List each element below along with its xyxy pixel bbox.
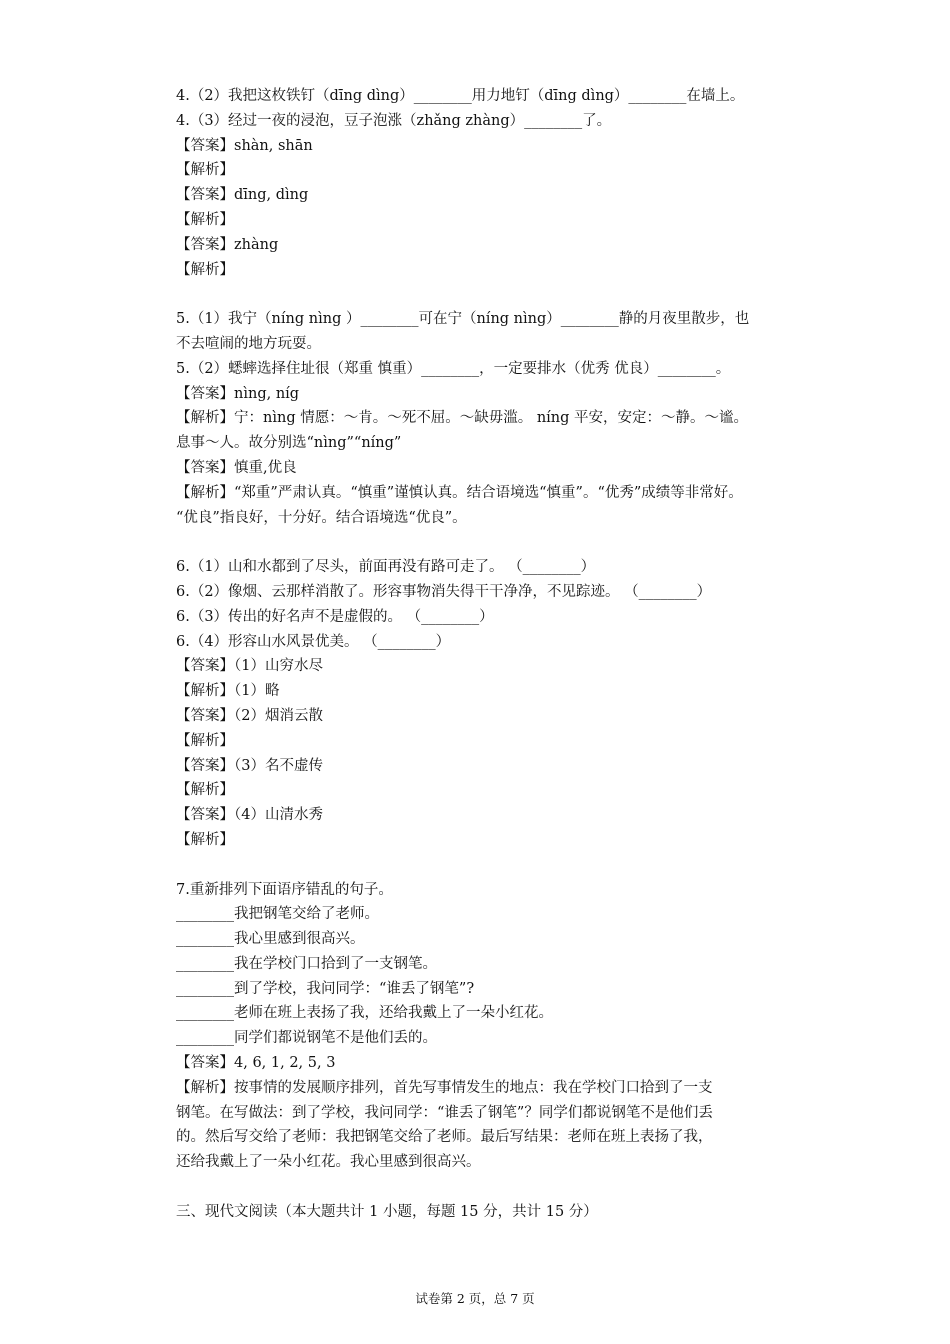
text-line: 【答案】zhàng xyxy=(176,236,279,253)
text-line: 7.重新排列下面语序错乱的句子。 xyxy=(176,881,393,898)
text-line: 【解析】 xyxy=(176,831,234,848)
blank-line xyxy=(176,282,836,307)
text-line: 【解析】 xyxy=(176,162,234,179)
blank-line xyxy=(176,1175,836,1200)
text-line: 【解析】宁：nìng 情愿：～肯。～死不屈。～缺毋滥。 níng 平安，安定：～静。～谧。 xyxy=(176,410,749,427)
text-line: 6.（3）传出的好名声不是虚假的。 （________） xyxy=(176,608,494,625)
text-line: 三、现代文阅读（本大题共计 1 小题，每题 15 分，共计 15 分） xyxy=(176,1203,598,1220)
text-line: 5.（1）我宁（níng nìng ）________可在宁（níng nìng）________静的月夜里散步，也 xyxy=(176,311,750,328)
text-line: 【答案】（3）名不虚传 xyxy=(176,757,323,774)
blank-line xyxy=(176,853,836,878)
text-line: 息事～人。故分别选“nìng”“níng” xyxy=(176,435,402,452)
text-line: 4.（3）经过一夜的浸泡，豆子泡涨（zhǎng zhàng）________了。 xyxy=(176,112,612,129)
text-line: 【解析】 xyxy=(176,732,234,749)
text-line: 【答案】（4）山清水秀 xyxy=(176,807,323,824)
text-line: “优良”指良好，十分好。结合语境选“优良”。 xyxy=(176,509,467,526)
text-line: ________我把钢笔交给了老师。 xyxy=(176,906,379,923)
text-line: 【解析】 xyxy=(176,261,234,278)
text-line: ________到了学校，我问同学：“谁丢了钢笔”? xyxy=(176,980,475,997)
text-line: 不去喧闹的地方玩耍。 xyxy=(176,335,321,352)
text-line: 【答案】4, 6, 1, 2, 5, 3 xyxy=(176,1055,336,1072)
text-line: 6.（1）山和水都到了尽头，前面再没有路可走了。 （________） xyxy=(176,559,596,576)
text-line: 【答案】（2）烟消云散 xyxy=(176,707,323,724)
text-line: 【解析】（1）略 xyxy=(176,683,280,700)
document-body xyxy=(176,84,836,1225)
text-line: ________同学们都说钢笔不是他们丢的。 xyxy=(176,1030,437,1047)
text-line: 【答案】nìng, níg xyxy=(176,385,300,402)
text-line: 的。然后写交给了老师：我把钢笔交给了老师。最后写结果：老师在班上表扬了我， xyxy=(176,1129,713,1146)
text-line: ________老师在班上表扬了我，还给我戴上了一朵小红花。 xyxy=(176,1005,553,1022)
text-line: 【解析】 xyxy=(176,782,234,799)
text-line: 钢笔。在写做法：到了学校，我问同学：“谁丢了钢笔”？同学们都说钢笔不是他们丢 xyxy=(176,1104,713,1121)
text-line: 【解析】“郑重”严肃认真。“慎重”谨慎认真。结合语境选“慎重”。“优秀”成绩等非常好。 xyxy=(176,484,743,501)
page-footer: 试卷第 2 页，总 7 页 xyxy=(415,1291,535,1306)
blank-line xyxy=(176,530,836,555)
text-line: 6.（2）像烟、云那样消散了。形容事物消失得干干净净，不见踪迹。 （________） xyxy=(176,583,712,600)
text-line: ________我心里感到很高兴。 xyxy=(176,931,365,948)
text-line: 【答案】dīng, dìng xyxy=(176,187,309,204)
text-line: 5.（2）蟋蟀选择住址很（郑重 慎重）________，一定要排水（优秀 优良）________。 xyxy=(176,360,731,377)
text-line: 还给我戴上了一朵小红花。我心里感到很高兴。 xyxy=(176,1154,481,1171)
text-line: 【解析】按事情的发展顺序排列，首先写事情发生的地点：我在学校门口拾到了一支 xyxy=(176,1079,713,1096)
text-line: 【答案】shàn, shān xyxy=(176,137,313,154)
text-line: ________我在学校门口拾到了一支钢笔。 xyxy=(176,955,437,972)
text-line: 【解析】 xyxy=(176,211,234,228)
text-line: 4.（2）我把这枚铁钉（dīng dìng）________用力地钉（dīng dìng）________在墙上。 xyxy=(176,88,745,104)
text-line: 【答案】慎重,优良 xyxy=(176,459,297,476)
text-line: 6.（4）形容山水风景优美。 （________） xyxy=(176,633,451,650)
text-line: 【答案】（1）山穷水尽 xyxy=(176,658,323,675)
